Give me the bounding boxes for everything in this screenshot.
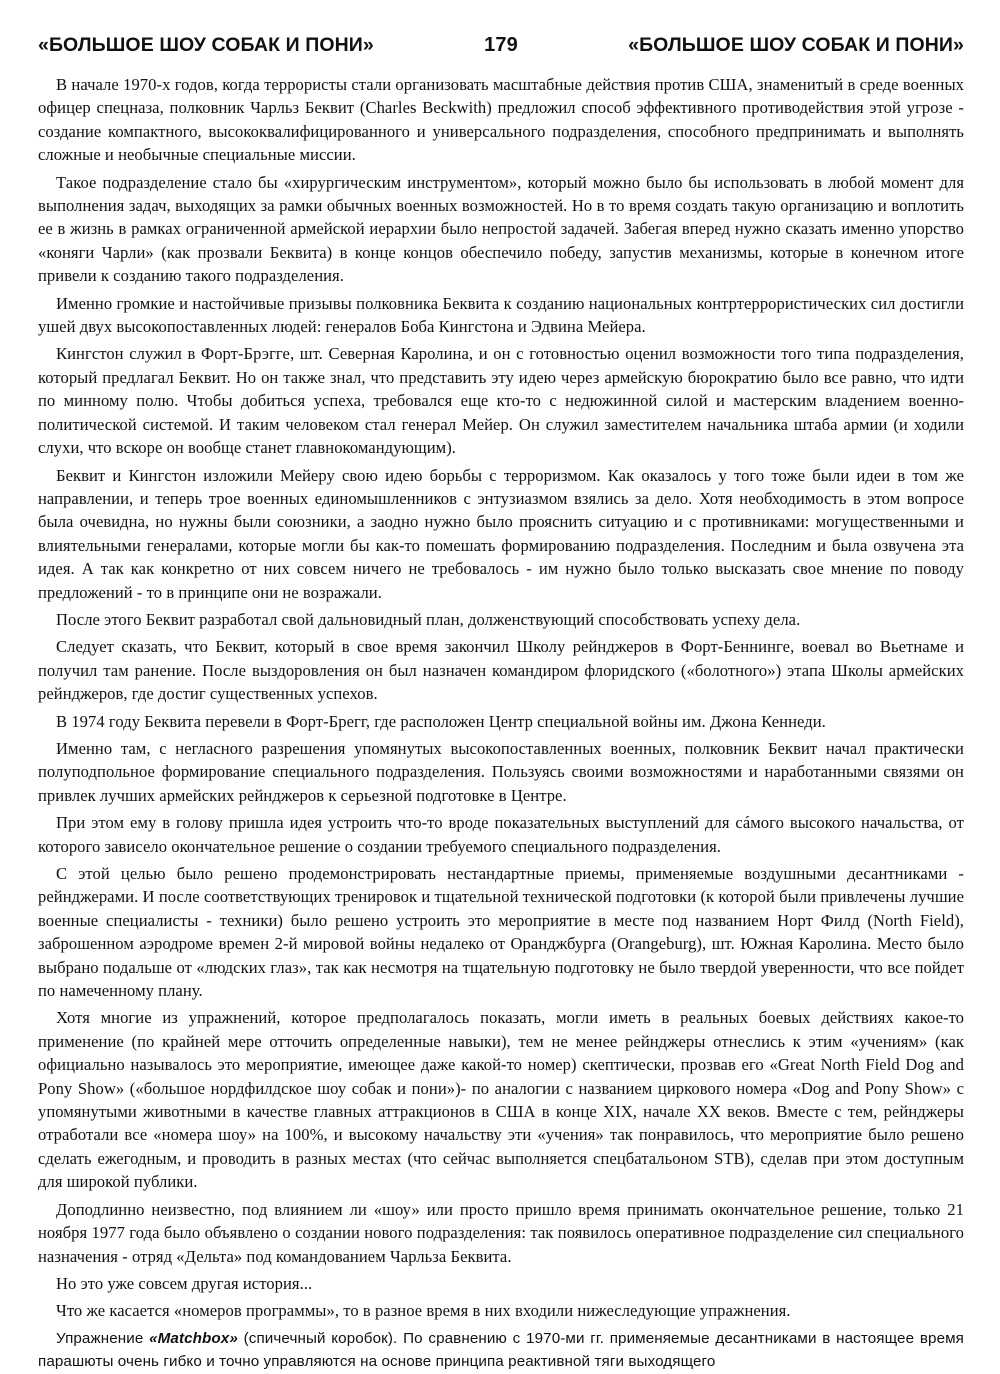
body-text bbox=[38, 73, 964, 1374]
paragraph-1: В начале 1970-х годов, когда террористы стали организовать масштабные действия против США, знаменитый в среде военных офицер спецназа, полковник Чарльз Беквит (Charles Beckwith) предложил способ эффективного противодействия этой угрозе - создание компактного, высококвалифицированного и универсального подразделения, способного предпринимать и выполнять сложные и необычные специальные миссии. bbox=[38, 75, 964, 165]
paragraph-3: Именно громкие и настойчивые призывы полковника Беквита к созданию национальных контртеррористических сил достигли ушей двух высокопоставленных людей: генералов Боба Кингстона и Эдвина Мейера. bbox=[38, 293, 964, 337]
paragraph-12: Хотя многие из упражнений, которое предполагалось показать, могли иметь в реальных боевых действиях какое-то применение (по крайней мере отточить определенные навыки), тем не менее рейнджеры отнеслись к этим «учениям» (как официально называлось это мероприятие, имеющее даже какой-то номер) скептически, прозвав его «Great North Field Dog and Pony Show» («большое нордфилдское шоу собак и пони»)- по аналогии с названием циркового номера «Dog and Pony Show» с упомянутыми животными в качестве главных аттракционов в США в конце XIX, начале XX веков. Вместе с тем, рейнджеры отработали все «номера шоу» на 100%, и высокому начальству эти «учения» так понравилось, что мероприятие было решено сделать ежегодным, и проводить в разных местах (что сейчас выполняется спецбатальоном STB), сделав при этом доступным для широкой публики. bbox=[38, 1008, 964, 1192]
header-left-title: «БОЛЬШОЕ ШОУ СОБАК И ПОНИ» bbox=[38, 34, 374, 56]
page-number: 179 bbox=[484, 34, 518, 56]
paragraph-9: Именно там, с негласного разрешения упомянутых высокопоставленных военных, полковник Беквит начал практически полуподпольное формирование специального подразделения. Пользуясь своими возможностями и наработанными связями он привлек лучших армейских рейнджеров к серьезной подготовке в Центре. bbox=[38, 738, 964, 805]
paragraph-11: С этой целью было решено продемонстрировать нестандартные приемы, применяемые воздушными десантниками - рейнджерами. И после соответствующих тренировок и тщательной технической подготовки (к которой были привлечены лучшие военные специалисты - техники) было решено устроить это мероприятие в месте под названием Норт Филд (North Field), заброшенном аэродроме времен 2-й мировой войны недалеко от Оранджбурга (Orangeburg), шт. Южная Каролина. Место было выбрано подальше от «людских глаз», так как несмотря на тщательную подготовку не было твердой уверенности, что все пойдет по намеченному плану. bbox=[38, 864, 964, 1001]
paragraph-7: Следует сказать, что Беквит, который в свое время закончил Школу рейнджеров в Форт-Беннинге, воевал во Вьетнаме и получил там ранение. После выздоровления он был назначен командиром флоридского («болотного») этапа Школы армейских рейнджеров, где достиг существенных успехов. bbox=[38, 637, 964, 704]
paragraph-5: Беквит и Кингстон изложили Мейеру свою идею борьбы с терроризмом. Как оказалось у того тоже были идеи в том же направлении, и теперь трое военных единомышленников с энтузиазмом взялись за дело. Хотя необходимость в этом вопросе была очевидна, но нужны были союзники, а заодно нужно было прояснить ситуацию и с противниками: могущественными и влиятельными генералами, которые могли бы как-то помешать формированию подразделения. Последним и была озвучена эта идея. А так как конкретно от них совсем ничего не требовалось - им нужно было только высказать свое мнение по поводу предложений - то в принципе они не возражали. bbox=[38, 465, 964, 602]
paragraph-13: Доподлинно неизвестно, под влиянием ли «шоу» или просто пришло время принимать окончательное решение, только 21 ноября 1977 года было объявлено о создании нового подразделения: так появилось оперативное подразделение сил специального назначения - отряд «Дельта» под командованием Чарльза Беквита. bbox=[38, 1199, 964, 1266]
paragraph-6: После этого Беквит разработал свой дальновидный план, долженствующий способствовать успеху дела. bbox=[56, 609, 801, 629]
paragraph-15: Что же касается «номеров программы», то в разное время в них входили нижеследующие упражнения. bbox=[56, 1301, 791, 1321]
header-right-title: «БОЛЬШОЕ ШОУ СОБАК И ПОНИ» bbox=[628, 34, 964, 56]
paragraph-8: В 1974 году Беквита перевели в Форт-Брегг, где расположен Центр специальной войны им. Джона Кеннеди. bbox=[56, 711, 826, 731]
exercise-paragraph bbox=[38, 1327, 964, 1374]
exercise-lead: Упражнение bbox=[56, 1329, 144, 1347]
paragraph-2: Такое подразделение стало бы «хирургическим инструментом», который можно было бы использовать в любой момент для выполнения задач, выходящих за рамки обычных военных возможностей. Но в то время создать такую организацию и воплотить ее в жизнь в рамках ограниченной армейской иерархии было непростой задачей. Забегая вперед нужно сказать именно упорство «коняги Чарли» (как прозвали Беквита) в конце концов обеспечило победу, запустив механизмы, которые в конечном итоге привели к созданию такого подразделения. bbox=[38, 172, 964, 286]
paragraph-10: При этом ему в голову пришла идея устроить что-то вроде показательных выступлений для сáмого высокого начальства, от которого зависело окончательное решение о создании требуемого специального подразделения. bbox=[38, 813, 964, 856]
paragraph-14: Но это уже совсем другая история... bbox=[56, 1273, 313, 1293]
paragraph-4: Кингстон служил в Форт-Брэгге, шт. Северная Каролина, и он с готовностью оценил возможности того типа подразделения, который предлагал Беквит. Но он также знал, что представить эту идею через армейскую бюрократию было все равно, что идти по минному полю. Чтобы добиться успеха, требовался еще кто-то с недюжинной силой и мастерским владением военно-политической системой. И таким человеком стал генерал Мейер. Он служил заместителем начальника штаба армии (и ходили слухи, что вскоре он вообще станет главнокомандующим). bbox=[38, 344, 964, 458]
exercise-name: «Matchbox» bbox=[149, 1329, 238, 1347]
running-header bbox=[38, 34, 964, 57]
exercise-text: (спичечный коробок). По сравнению с 1970-ми гг. применяемые десантниками в настоящее время парашюты очень гибко и точно управляются на основе принципа реактивной тяги выходящего bbox=[38, 1329, 964, 1371]
